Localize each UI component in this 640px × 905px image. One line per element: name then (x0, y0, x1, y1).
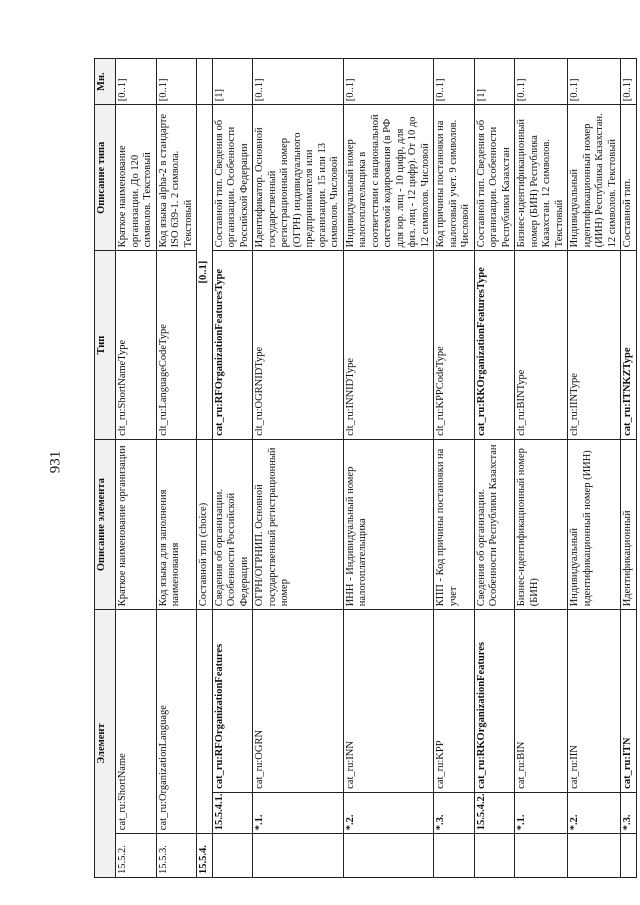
row-indent (253, 834, 344, 878)
type-desc: Составной тип. Сведения об организации. Особенности Республики Казахстан (474, 105, 515, 251)
rotated-table-container (94, 58, 633, 878)
element-desc: Сведения об организации. Особенности Республики Казахстан (474, 439, 515, 609)
type-desc: Составной тип. Сведения об организации. Особенности Российской Федерации (212, 105, 253, 251)
element-name: cat_ru:RFOrganizationFeatures (212, 610, 253, 793)
row-indent (515, 834, 568, 878)
type-name: cat_ru:ITNKZType (621, 251, 637, 440)
element-name: cat_ru:RKOrganizationFeatures (474, 610, 515, 793)
row-indent (474, 834, 515, 878)
element-desc: Составной тип (choice) (197, 439, 213, 609)
table-row (116, 59, 157, 878)
multiplicity: [0..1] (621, 59, 637, 105)
header-element-desc: Описание элемента (95, 439, 116, 609)
table-row (515, 59, 568, 878)
element-desc: Идентификационный (621, 439, 637, 609)
row-number: *.2. (343, 792, 434, 833)
table-row (474, 59, 515, 878)
row-number: *.1. (515, 792, 568, 833)
type-name: cat_ru:RKOrganizationFeaturesType (474, 251, 515, 440)
table-row (156, 59, 197, 878)
header-type: Тип (95, 251, 116, 440)
multiplicity: [0..1] (434, 59, 475, 105)
row-number: *.1. (253, 792, 344, 833)
type-desc: Код причины постановки на налоговый учет. 9 символов. Числовой (434, 105, 475, 251)
header-row (95, 59, 116, 878)
row-number: 15.5.4.1. (212, 792, 253, 833)
type-name: clt_ru:OGRNIDType (253, 251, 344, 440)
row-indent (212, 834, 253, 878)
page-number: 931 (47, 450, 64, 474)
type-name: clt_ru:KPPCodeType (434, 251, 475, 440)
multiplicity: [1] (474, 59, 515, 105)
element-desc: Код языка для заполнения наименования (156, 439, 197, 609)
type-name: cat_ru:RFOrganizationFeaturesType (212, 251, 253, 440)
element-desc: ОГРН/ОГРНИП. Основной государственный регистрационный номер (253, 439, 344, 609)
multiplicity: [0..1] (156, 59, 197, 105)
row-number: 15.5.3. (156, 834, 197, 878)
row-number: *.2. (568, 792, 621, 833)
table-row (434, 59, 475, 878)
element-desc: Индивидуальный идентификационный номер (ИИН) (568, 439, 621, 609)
row-number: 15.5.4. (197, 834, 213, 878)
element-desc: Бизнес-идентификационный номер (БИН) (515, 439, 568, 609)
header-type-desc: Описание типа (95, 105, 116, 251)
row-indent (568, 834, 621, 878)
type-name: clt_ru:INNIDType (343, 251, 434, 440)
table-row (253, 59, 344, 878)
table-row (621, 59, 637, 878)
type-desc: Краткое наименование организации. До 120 символов. Текстовый (116, 105, 157, 251)
element-name (197, 610, 213, 834)
table-row (212, 59, 253, 878)
element-name: cat_ru:INN (343, 610, 434, 793)
element-desc: КПП - Код причины постановки на учет (434, 439, 475, 609)
element-name: cat_ru:ShortName (116, 610, 157, 834)
table-row (343, 59, 434, 878)
type-desc: Составной тип. (621, 105, 637, 251)
header-mn: Мн. (95, 59, 116, 105)
row-number: *.3. (621, 792, 637, 833)
element-desc: Краткое наименование организации (116, 439, 157, 609)
row-number: *.3. (434, 792, 475, 833)
element-name: cat_ru:KPP (434, 610, 475, 793)
row-indent (434, 834, 475, 878)
row-indent (621, 834, 637, 878)
row-indent (343, 834, 434, 878)
element-name: cat_ru:ITN (621, 610, 637, 793)
row-number: 15.5.4.2. (474, 792, 515, 833)
element-desc: ИНН - Индивидуальный номер налогоплательщика (343, 439, 434, 609)
table-row (197, 59, 213, 878)
multiplicity (197, 59, 213, 105)
multiplicity: [1] (212, 59, 253, 105)
multiplicity: [0..1] (253, 59, 344, 105)
multiplicity: [0..1] (568, 59, 621, 105)
element-name: cat_ru:OrganizationLanguage (156, 610, 197, 834)
type-name: clt_ru:LanguageCodeType (156, 251, 197, 440)
multiplicity: [0..1] (116, 59, 157, 105)
element-name: cat_ru:IIN (568, 610, 621, 793)
type-desc: Индивидуальный номер налогоплательщика в соответствии с национальной системой кодирования (в РФ для юр. лиц - 10 цифр, для физ. лиц - 12 цифр). От 10 до 12 символов. Числовой (343, 105, 434, 251)
type-name: clt_ru:ShortNameType (116, 251, 157, 440)
type-desc: Индивидуальный идентификационный номер (ИИН) Республика Казахстан. 12 символов. Текстовый (568, 105, 621, 251)
type-name: clt_ru:IINType (568, 251, 621, 440)
element-desc: Сведения об организации. Особенности Российской Федерации (212, 439, 253, 609)
multiplicity: [0..1] (343, 59, 434, 105)
element-name: cat_ru:OGRN (253, 610, 344, 793)
multiplicity: [0..1] (515, 59, 568, 105)
table-row (568, 59, 621, 878)
type-desc: Код языка alpha-2 в стандарте ISO 639-1. 2 символа. Текстовый (156, 105, 197, 251)
row-number: 15.5.2. (116, 834, 157, 878)
header-element: Элемент (95, 610, 116, 878)
type-name: clt_ru:BINType (515, 251, 568, 440)
type-desc: Бизнес-идентификационный номер (БИН) Республика Казахстан. 12 символов. Текстовый (515, 105, 568, 251)
schema-table (94, 58, 637, 878)
element-name: cat_ru:BIN (515, 610, 568, 793)
type-desc: Идентификатор. Основной государственный регистрационный номер (ОГРН) индивидуального предпринимателя или организации. 15 или 13 символов. Числовой (253, 105, 344, 251)
type-desc: [0..1] (197, 105, 213, 440)
